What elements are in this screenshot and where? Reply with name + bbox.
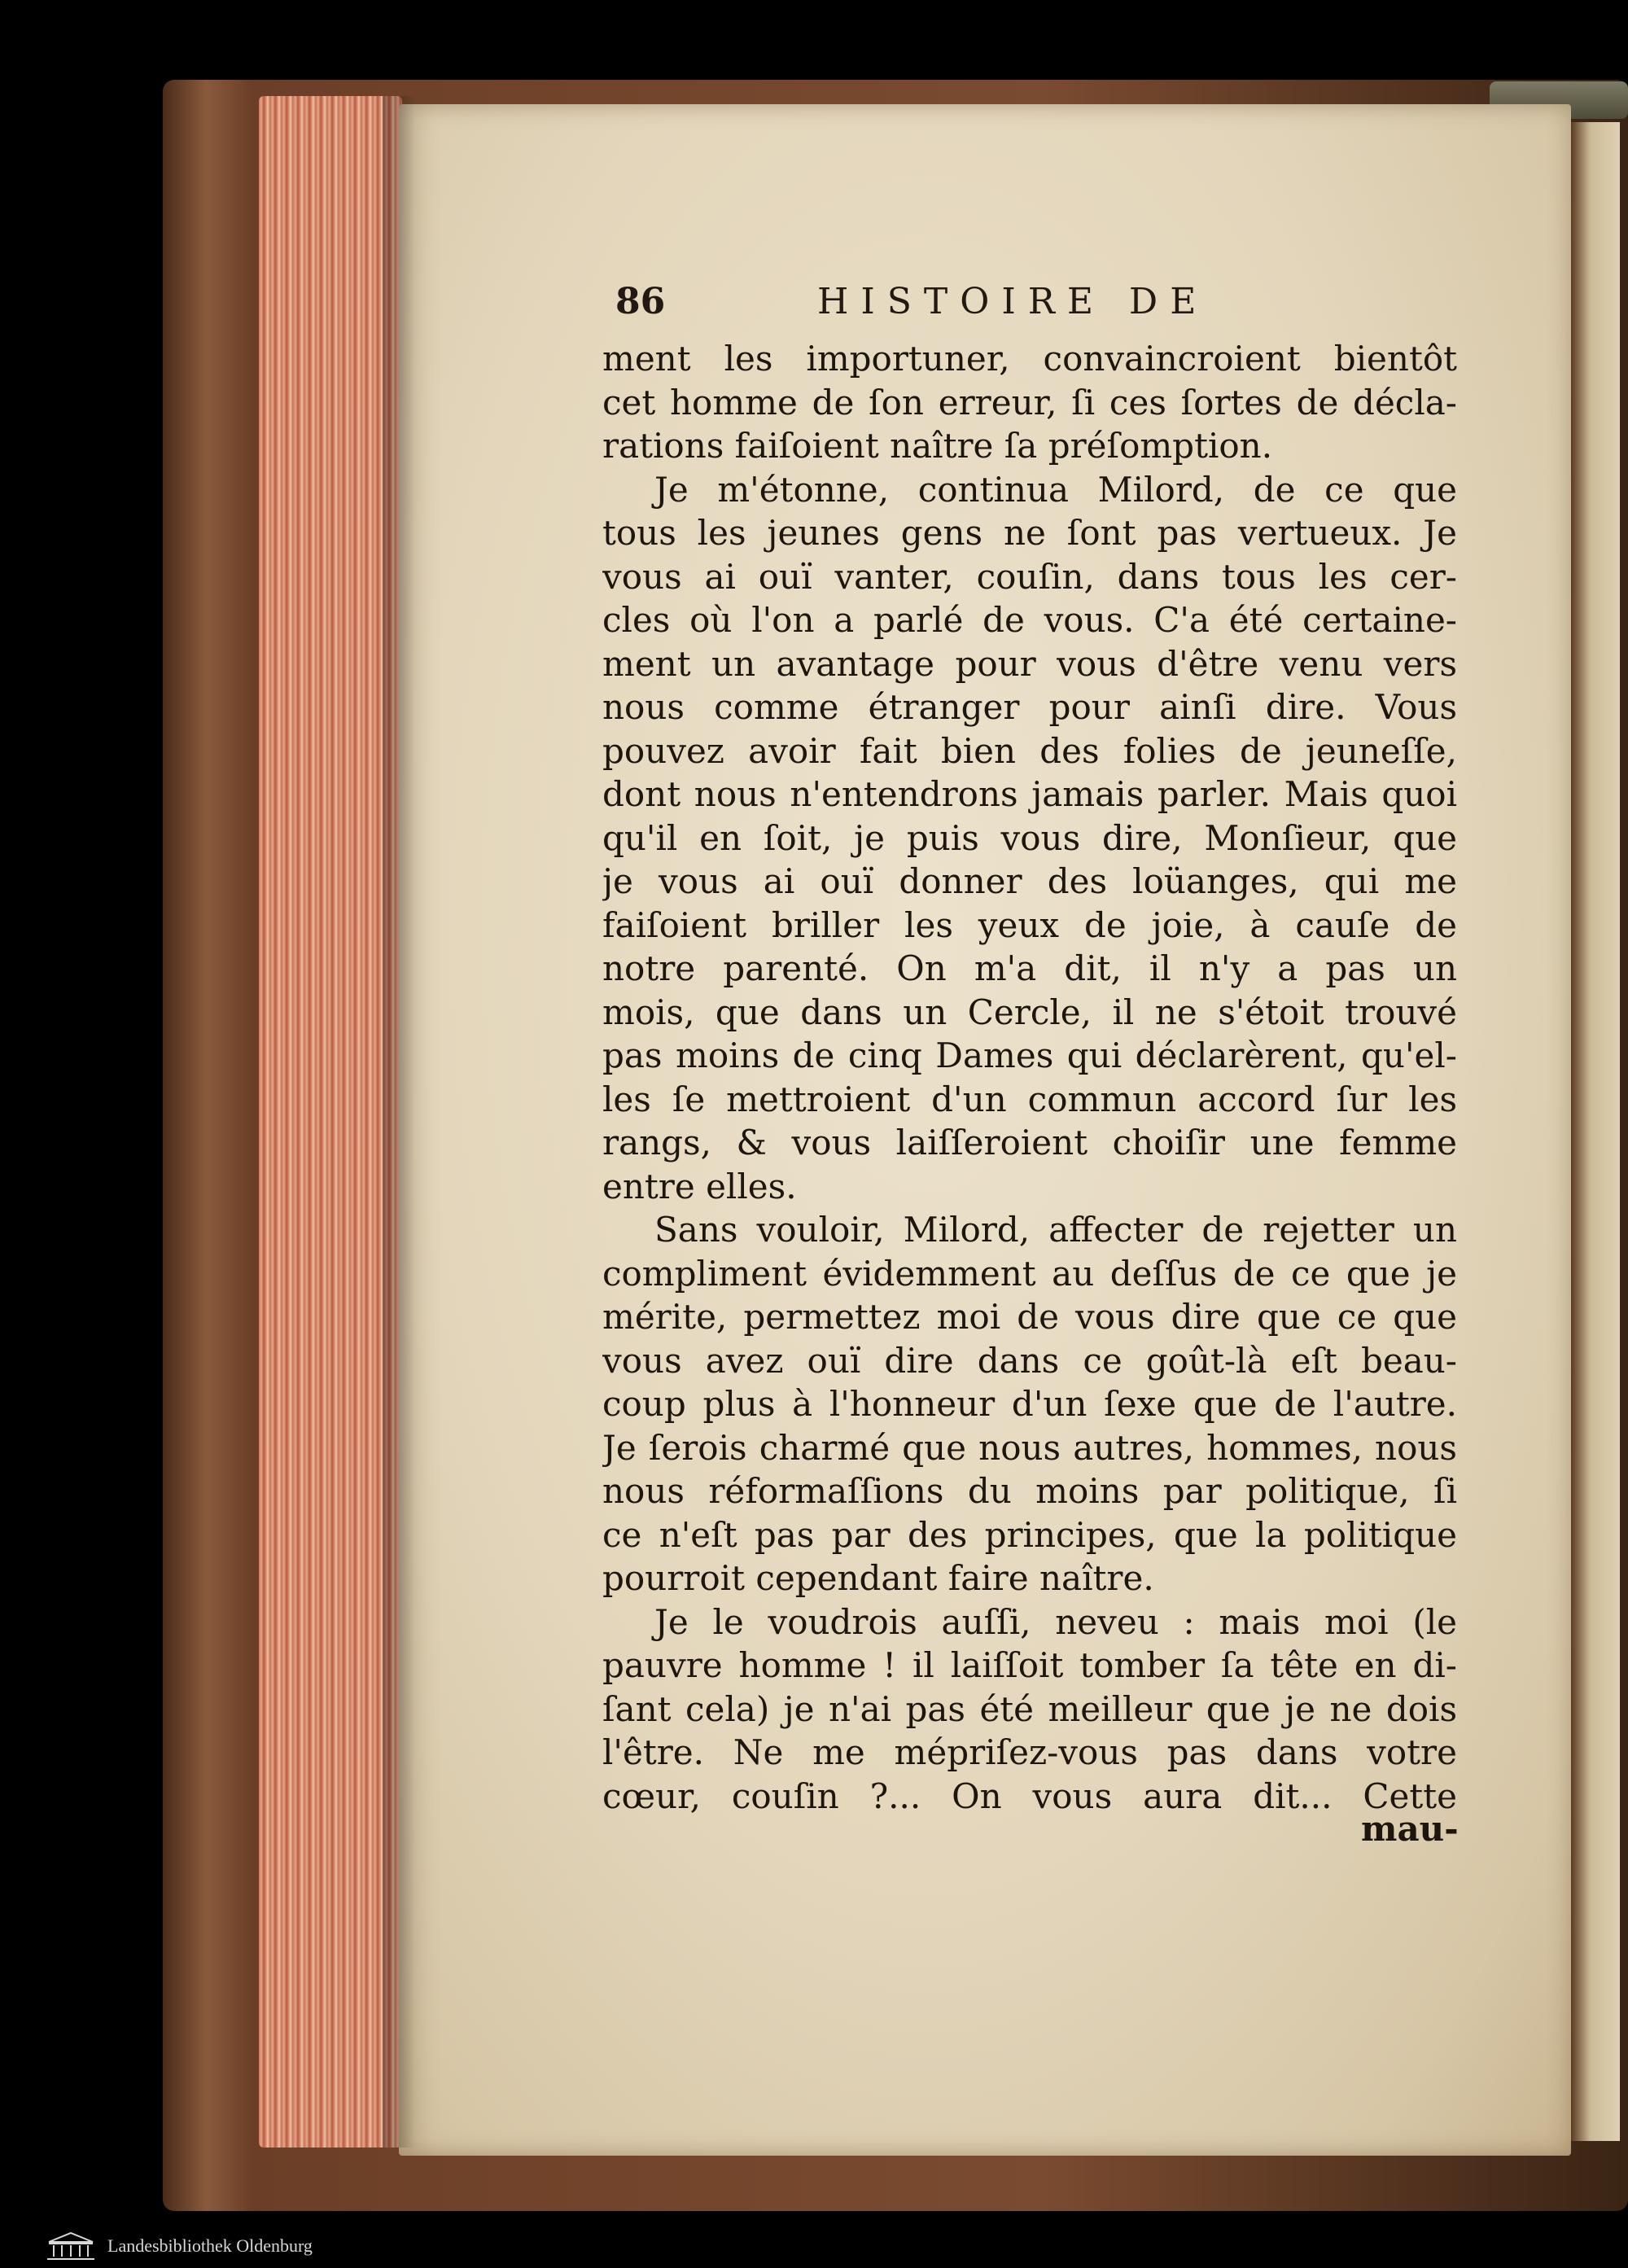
page-number: 86 xyxy=(615,281,666,322)
text-line: Sans vouloir, Milord, affecter de rejetter un xyxy=(654,1210,1457,1250)
body-text xyxy=(602,337,1457,1818)
text-line: nous comme étranger pour ainſi dire. Vous xyxy=(602,687,1457,727)
text-line: ment un avantage pour vous d'être venu vers xyxy=(602,643,1457,684)
text-line: mérite, permettez moi de vous dire que ce que xyxy=(602,1297,1457,1337)
text-line: entre elles. xyxy=(602,1166,797,1206)
paragraph xyxy=(602,1208,1457,1600)
text-line: notre parenté. On m'a dit, il n'y a pas un xyxy=(602,948,1457,988)
paragraph xyxy=(602,337,1457,468)
text-line: cet homme de ſon erreur, ſi ces ſortes de décla- xyxy=(602,382,1457,423)
text-line: faiſoient briller les yeux de joie, à cauſe de xyxy=(602,904,1457,945)
text-line: cles où l'on a parlé de vous. C'a été certaine- xyxy=(602,600,1457,640)
text-line: je vous ai ouï donner des loüanges, qui me xyxy=(602,861,1457,901)
library-building-icon xyxy=(46,2231,96,2261)
text-line: pauvre homme ! il laiſſoit tomber ſa tête en di- xyxy=(602,1645,1457,1685)
gutter-shadow xyxy=(383,96,415,2148)
page-edges xyxy=(259,96,402,2148)
text-line: cœur, couſin ?... On vous aura dit... Cette xyxy=(602,1775,1457,1816)
text-line: tous les jeunes gens ne ſont pas vertueux. Je xyxy=(602,513,1457,553)
text-line: pas moins de cinq Dames qui déclarèrent, qu'el- xyxy=(602,1035,1457,1075)
paragraph xyxy=(602,468,1457,1209)
text-line: pourroit cependant faire naître. xyxy=(602,1558,1154,1598)
text-line: vous ai ouï vanter, couſin, dans tous les cer- xyxy=(602,556,1457,597)
facing-page-edge xyxy=(1571,122,1620,2141)
text-line: pouvez avoir fait bien des folies de jeuneſſe, xyxy=(602,730,1457,771)
text-line: l'être. Ne me mépriſez-vous pas dans votre xyxy=(602,1732,1457,1772)
running-title: HISTOIRE DE xyxy=(817,281,1209,322)
paragraph xyxy=(602,1600,1457,1819)
text-line: Je ſerois charmé que nous autres, hommes, nous xyxy=(602,1427,1457,1468)
page-header xyxy=(615,281,1470,322)
catchword: mau- xyxy=(1361,1809,1459,1849)
text-line: vous avez ouï dire dans ce goût-là eſt beau- xyxy=(602,1340,1457,1381)
text-line: les ſe mettroient d'un commun accord ſur les xyxy=(602,1079,1457,1119)
text-line: rangs, & vous laiſſeroient choiſir une femme xyxy=(602,1123,1457,1162)
library-name: Landesbibliothek Oldenburg xyxy=(107,2235,313,2256)
text-line: coup plus à l'honneur d'un ſexe que de l'autre. xyxy=(602,1384,1457,1424)
text-line: dont nous n'entendrons jamais parler. Mais quoi xyxy=(602,774,1457,814)
text-line: qu'il en ſoit, je puis vous dire, Monſieur, que xyxy=(602,817,1457,858)
text-line: nous réformaſſions du moins par politique, ſi xyxy=(602,1471,1457,1511)
text-line: ſant cela) je n'ai pas été meilleur que je ne dois xyxy=(602,1688,1457,1729)
text-line: ce n'eſt pas par des principes, que la politique xyxy=(602,1514,1457,1555)
text-line: compliment évidemment au deſſus de ce que je xyxy=(602,1253,1457,1294)
text-line: Je m'étonne, continua Milord, de ce que xyxy=(654,469,1457,510)
text-line: mois, que dans un Cercle, il ne s'étoit trouvé xyxy=(602,992,1457,1032)
text-line: Je le voudrois auſſi, neveu : mais moi (le xyxy=(654,1601,1457,1642)
text-line: ment les importuner, convaincroient bientôt xyxy=(602,339,1457,379)
text-line: rations faiſoient naître ſa préſomption. xyxy=(602,426,1273,466)
